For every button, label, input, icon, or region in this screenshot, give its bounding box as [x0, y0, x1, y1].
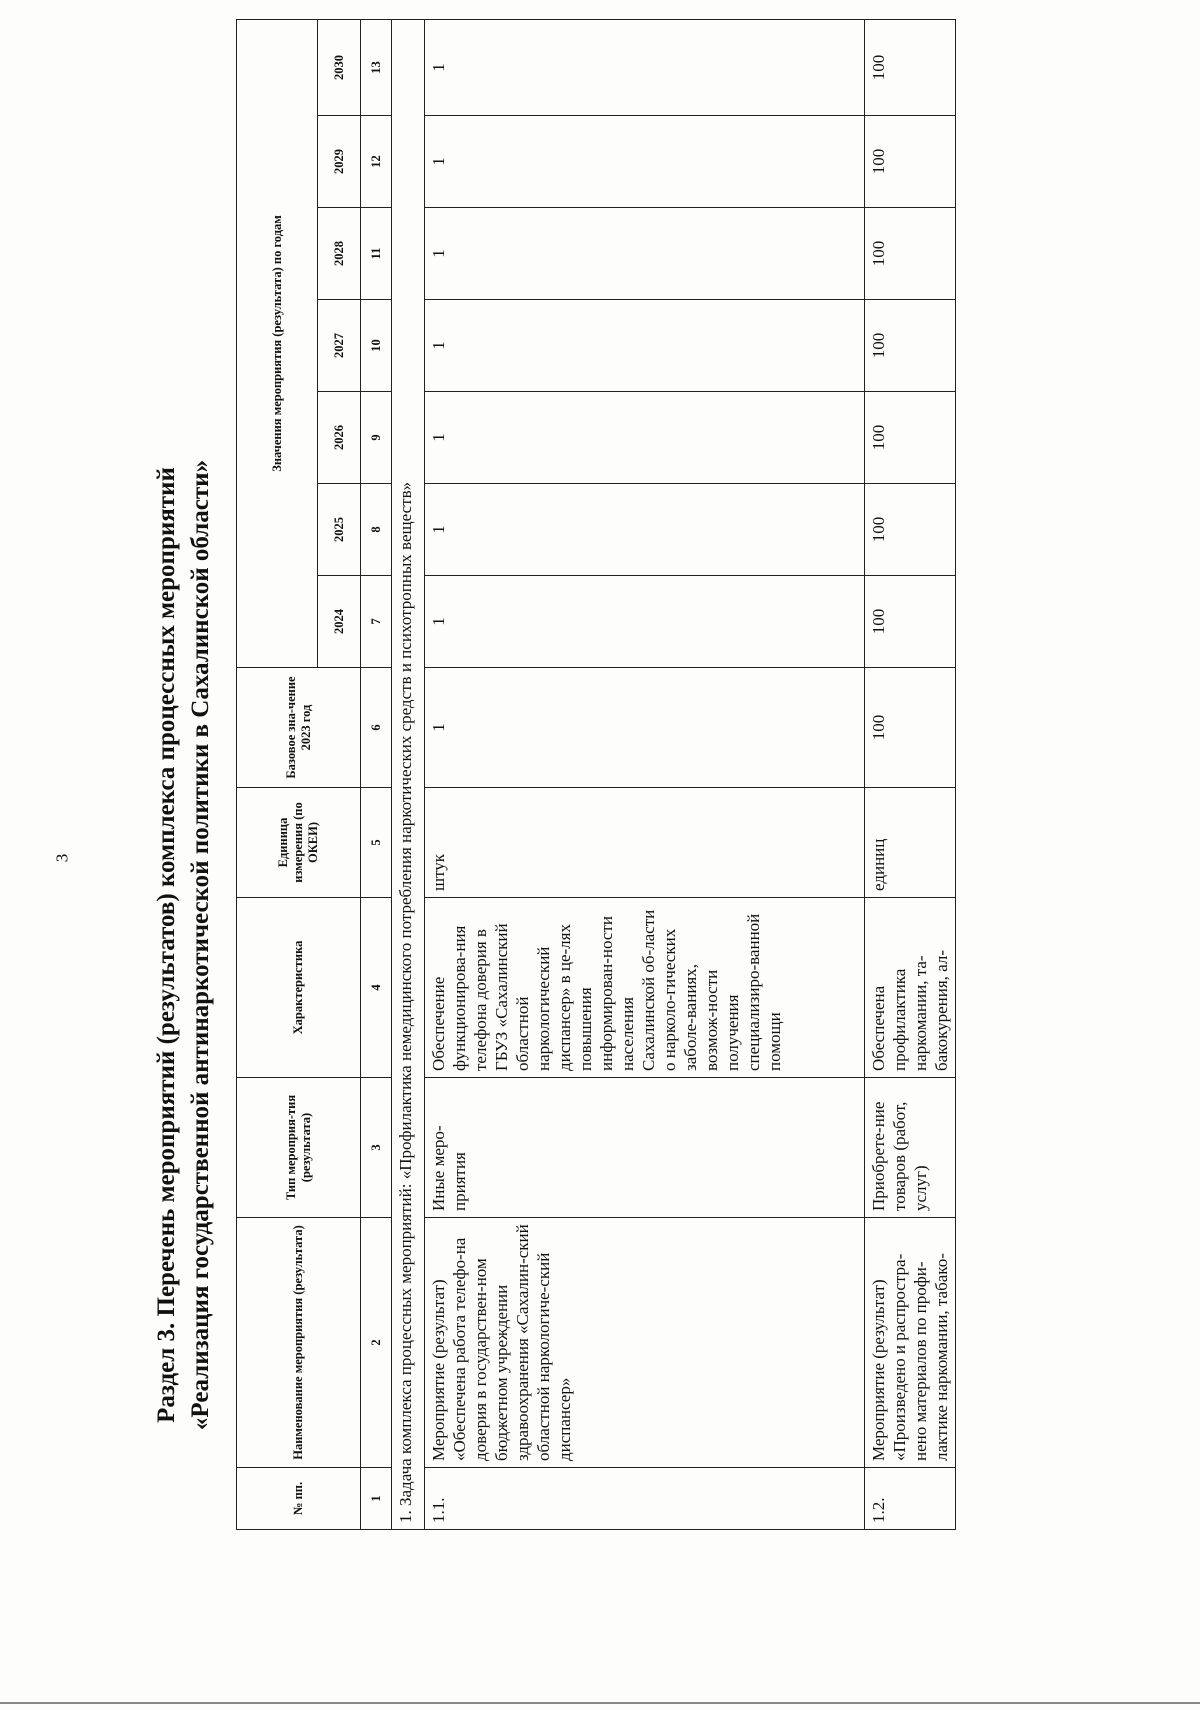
header-year: 2029 [318, 116, 361, 208]
row-value-2030: 100 [865, 19, 956, 115]
row-value-2029: 100 [865, 116, 956, 208]
row-value-2026: 1 [425, 392, 865, 484]
row-name: Мероприятие (результат) «Произведено и распростра-нено материалов по профи-лактике наркомании, табако- [865, 1218, 956, 1468]
row-num: 1.2. [865, 1468, 956, 1530]
row-value-2028: 100 [865, 208, 956, 300]
title-line-1: Раздел 3. Перечень мероприятий (результатов) комплекса процессных мероприятий [153, 467, 180, 1423]
row-value-2029: 1 [425, 116, 865, 208]
page-number: 3 [52, 853, 72, 863]
column-number: 6 [361, 668, 392, 788]
section-row [392, 19, 425, 1529]
header-base: Базовое зна-чение 2023 год [237, 668, 361, 788]
row-base: 100 [865, 668, 956, 788]
header-unit: Единица измерения (по ОКЕИ) [237, 788, 361, 898]
header-type: Тип мероприя-тия (результата) [237, 1078, 361, 1218]
table-row [865, 19, 956, 1529]
section-title-heading [150, 240, 230, 1650]
row-value-2024: 100 [865, 576, 956, 668]
row-characteristic: Обеспечена профилактика наркомании, та-бакокурения, ал- [865, 898, 956, 1078]
row-value-2026: 100 [865, 392, 956, 484]
row-name: Мероприятие (результат) «Обеспечена работа телефо-на доверия в государствен-ном бюджетном учреждении здравоохранения «Сахалин-ский областной наркологиче-ский диспансер» [425, 1218, 865, 1468]
header-year: 2024 [318, 576, 361, 668]
table-row [425, 19, 865, 1529]
column-number: 9 [361, 392, 392, 484]
header-year: 2028 [318, 208, 361, 300]
column-number: 12 [361, 116, 392, 208]
row-value-2030: 1 [425, 19, 865, 115]
column-number: 1 [361, 1468, 392, 1530]
column-number: 3 [361, 1078, 392, 1218]
row-value-2027: 1 [425, 300, 865, 392]
row-value-2028: 1 [425, 208, 865, 300]
header-year: 2025 [318, 484, 361, 576]
row-value-2025: 1 [425, 484, 865, 576]
header-name: Наименование мероприятия (результата) [237, 1218, 361, 1468]
header-characteristic: Характеристика [237, 898, 361, 1078]
header-num: № пп. [237, 1468, 361, 1530]
column-number: 5 [361, 788, 392, 898]
scan-edge-line [0, 1702, 1200, 1704]
row-unit: штук [425, 788, 865, 898]
activities-table [236, 19, 956, 1530]
row-value-2027: 100 [865, 300, 956, 392]
column-number: 4 [361, 898, 392, 1078]
column-number: 11 [361, 208, 392, 300]
row-value-2024: 1 [425, 576, 865, 668]
row-characteristic: Обеспечение функционирова-ния телефона доверия в ГБУЗ «Сахалинский областной наркологический диспансер» в це-лях повышения информирован-ности населения Сахалинской об-ласти о нарколо-гических заболе-ваниях, возмож-ности получения специализиро-ванной помощи [425, 898, 865, 1078]
header-values-group: Значения мероприятия (результата) по годам [237, 19, 318, 667]
row-value-2025: 100 [865, 484, 956, 576]
row-unit: единиц [865, 788, 956, 898]
title-line-2: «Реализация государственной антинаркотической политики в Сахалинской области» [187, 459, 214, 1431]
row-type: Иные меро-приятия [425, 1078, 865, 1218]
column-number-row [361, 19, 392, 1529]
header-year: 2026 [318, 392, 361, 484]
row-num: 1.1. [425, 1468, 865, 1530]
row-base: 1 [425, 668, 865, 788]
row-type: Приобрете-ние товаров (работ, услуг) [865, 1078, 956, 1218]
section-task-title: 1. Задача комплекса процессных мероприятий: «Профилактика немедицинского потребления наркотических средств и психотропных веществ» [392, 19, 425, 1529]
header-year: 2027 [318, 300, 361, 392]
column-number: 7 [361, 576, 392, 668]
column-number: 8 [361, 484, 392, 576]
column-number: 2 [361, 1218, 392, 1468]
header-year: 2030 [318, 19, 361, 115]
rotated-table-container [236, 20, 1096, 1530]
column-number: 10 [361, 300, 392, 392]
column-number: 13 [361, 19, 392, 115]
